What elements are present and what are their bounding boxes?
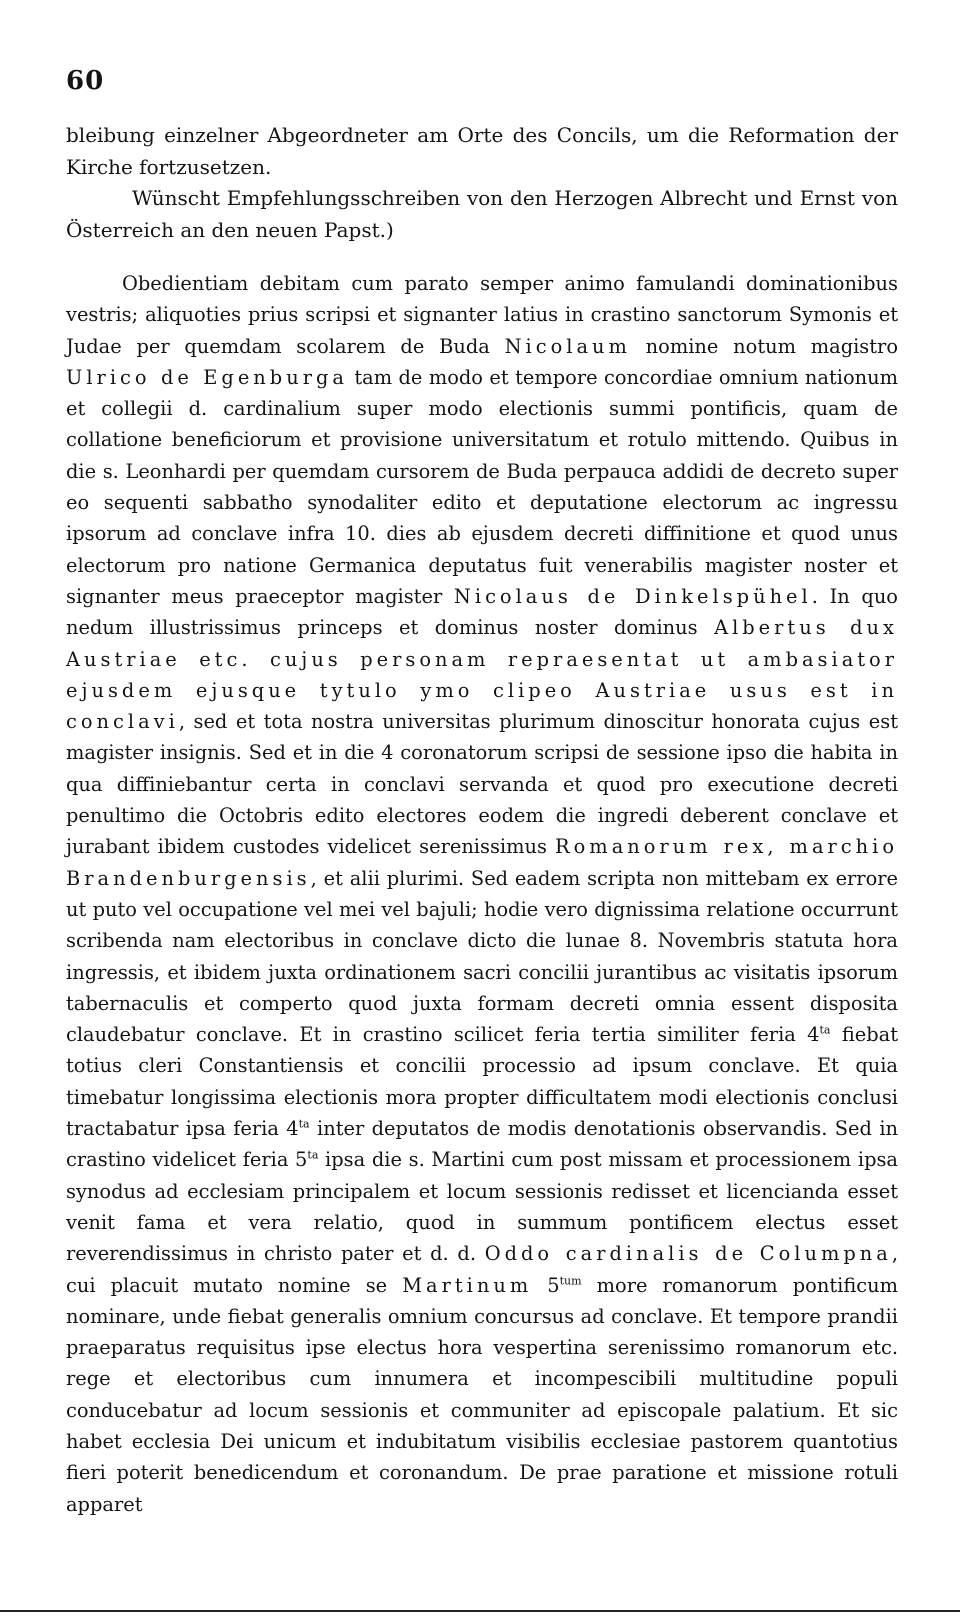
intro-summary [66,120,898,246]
superscript: ta [819,1023,831,1037]
text-run: ipsa die s. Martini cum post missam et processionem ipsa synodus ad ecclesiam principalem et locum sessionis redisset et licencianda esset venit fama et vera relatio, quod in summum pontificem electus esset reverendissimus in christo pater et d. d. [66,1148,898,1266]
superscript: tum [559,1274,582,1288]
text-run: Obedientiam debitam cum parato semper animo famulandi dominationibus vestris; aliquoties prius scripsi et signanter latius in crastino sanctorum Symonis et Judae per quemdam scolarem de Buda [66,272,898,358]
spaced-name: Nicolaus de Dinkelspühel [453,584,812,608]
page-number: 60 [66,66,105,96]
superscript: ta [298,1117,310,1131]
text-run: fiebat totius cleri Constantiensis et concilii processio ad ipsum conclave. Et quia timebatur longissima electionis mora propter difficultatem modi electionis conclusi tractabatur ipsa feria 4 [66,1023,898,1141]
spaced-name: Romanorum rex, marchio Brandenburgensis [66,835,898,890]
letter-body [66,268,898,1520]
letter-paragraph [66,268,898,1520]
spaced-name: Nicolaum [504,334,631,358]
text-run: , cui placuit mutato nomine se [66,1242,898,1297]
text-run: , sed et tota nostra universitas plurimum dinoscitur honorata cujus est magister insignis. Sed et in die 4 coronatorum scripsi de sessione ipso die habita in qua diffiniebantur certa in conclavi servanda et quod pro executione decreti penultimo die Octobris edito electores eodem die ingredi deberent conclave et jurabant ibidem custodes videlicet serenissimus [66,710,898,859]
spaced-name: Martinum [402,1273,533,1297]
superscript: ta [307,1148,319,1162]
text-run: tam de modo et tempore concordiae omnium nationum et collegii d. cardinalium super modo electionis summi pontificis, quam de collatione beneficiorum et provisione universitatum et rotulo mittendo. Quibus in die s. Leonhardi per quemdam cursorem de Buda perpauca addidi de decreto super eo sequenti sabbatho synodaliter edito et deputatione electorum ac ingressu ipsorum ad conclave infra 10. dies ab ejusdem decreti diffinitione et quod unus electorum pro natione Germanica deputatus fuit venerabilis magister noster et signanter meus praeceptor magister [66,365,898,608]
text-run: inter deputatos de modis denotationis observandis. Sed in crastino videlicet feria 5 [66,1117,899,1172]
text-run: . In quo nedum illustrissimus princeps et dominus noster dominus [66,584,898,640]
text-run: nomine notum magistro [630,334,898,358]
spaced-name: Oddo cardinalis de Columpna [484,1242,892,1266]
bottom-rule [0,1610,960,1612]
spaced-name: Albertus dux Austriae etc. cujus personam repraesentat ut ambasiator ejusdem ejusque tytulo ymo clipeo Austriae usus est in conclavi [66,616,898,734]
intro-line-2: Wünscht Empfehlungsschreiben von den Herzogen Albrecht und Ernst von Österreich an den neuen Papst.) [66,186,898,242]
text-run: more romanorum pontificum nominare, unde fiebat generalis omnium concursus ad conclave. Et tempore prandii praeparatus requisitus ipse electus hora vespertina serenissimo romanorum etc. rege et electoribus cum innumera et incompescibili multitudine populi conducebatur ad locum sessionis et communiter ad episcopale palatium. Et sic habet ecclesia Dei unicum et indubitatum visibilis ecclesiae pastorem quantotius fieri poterit benedicendum et coronandum. De prae paratione et missione rotuli apparet [66,1273,898,1516]
intro-line-1: bleibung einzelner Abgeordneter am Orte des Concils, um die Reformation der Kirche fortzusetzen. [66,123,898,179]
text-run: , et alii plurimi. Sed eadem scripta non mittebam ex errore ut puto vel occupatione vel mei vel bajuli; hodie vero dignissima relatione occurrunt scribenda nam electoribus in conclave dicto die lunae 8. Novembris statuta hora ingressis, et ibidem juxta ordinationem sacri concilii jurantibus ac visitatis ipsorum tabernaculis et comperto quod juxta formam decreti omnia essent disposita claudebatur conclave. Et in crastino scilicet feria tertia similiter feria 4 [66,866,898,1047]
text-run: 5 [532,1273,560,1297]
spaced-name: Ulrico de Egenburga [66,365,348,389]
